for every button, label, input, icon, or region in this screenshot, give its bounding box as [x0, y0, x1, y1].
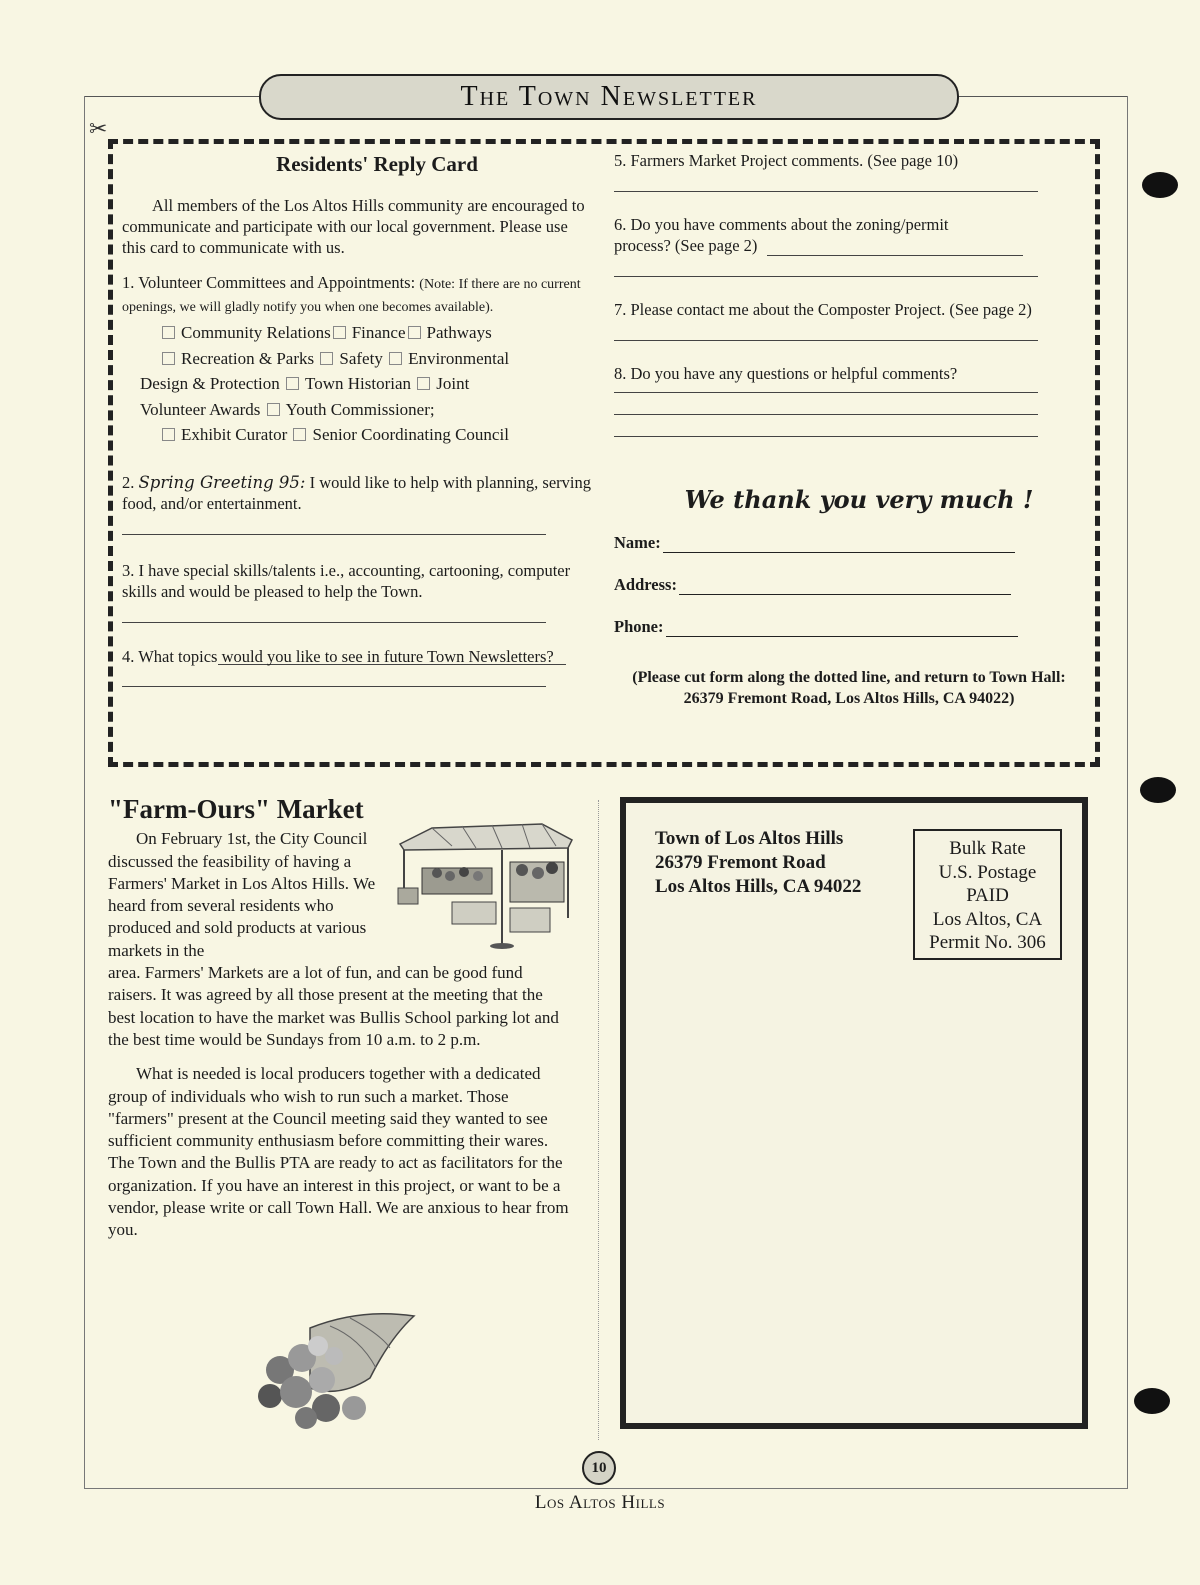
thank-you-message: We thank you very much ! — [684, 485, 1034, 514]
reply-card-intro: All members of the Los Altos Hills community are encouraged to communicate and participate with our local government. Please use this card to communicate with us. — [122, 196, 585, 257]
question-2-text: I would like to help with planning, serving food, and/or entertainment. — [122, 472, 591, 513]
checkbox-label: Recreation & Parks — [181, 348, 315, 368]
checkbox[interactable] — [267, 403, 280, 416]
postage-line: U.S. Postage — [938, 861, 1037, 883]
question-4: 4. What topics would you like to see in future Town Newsletters? — [122, 646, 554, 666]
answer-line[interactable] — [614, 340, 1038, 341]
article-paragraph-2: What is needed is local producers together with a dedicated group of individuals who wish to run such a market. Those "farmers" present at the Council meeting said they wanted to see sufficient community enthusiasm before committing their wares. The Town and the Bullis PTA are ready to act as facilitators for the organization. If you have an interest in this project, or want to be a vendor, please write or call Town Hall. We are anxious to hear from you. — [108, 1064, 569, 1240]
question-6b-row — [614, 235, 1084, 256]
checkbox-label: Senior Coordinating Council — [312, 425, 509, 444]
page-number: 10 — [582, 1451, 616, 1485]
checkbox-label: Volunteer Awards — [140, 399, 261, 419]
answer-line[interactable] — [122, 622, 546, 623]
return-address — [655, 827, 861, 899]
address-label: Address: — [614, 575, 677, 594]
reply-card-left-column — [122, 150, 592, 687]
answer-line[interactable] — [614, 436, 1038, 437]
page-frame-right — [1127, 96, 1128, 1488]
question-1-note: (Note: If there are no current openings, we will gladly notify you when one becomes available). — [122, 277, 581, 315]
checkbox[interactable] — [320, 352, 333, 365]
question-1-text: 1. Volunteer Committees and Appointments: — [122, 273, 416, 292]
checkbox-label: Exhibit Curator — [181, 425, 288, 444]
checkbox-label: Finance — [351, 323, 406, 342]
answer-line[interactable] — [122, 686, 546, 687]
checkbox-label: Joint — [436, 374, 470, 393]
answer-line[interactable] — [614, 276, 1038, 277]
scissors-icon: ✂ — [89, 116, 108, 141]
phone-field[interactable] — [614, 616, 1084, 637]
checkbox[interactable] — [162, 428, 175, 441]
answer-line[interactable] — [767, 255, 1023, 256]
address-line[interactable] — [679, 578, 1011, 595]
article-paragraph-1-wrapped: On February 1st, the City Council discussed the feasibility of having a Farmers' Market in Los Altos Hills. We heard from several residents who produced and sold products at various markets in the — [108, 829, 376, 960]
checkbox-label: Community Relations — [181, 323, 331, 342]
postage-line: Permit No. 306 — [929, 932, 1046, 953]
checkbox[interactable] — [389, 352, 402, 365]
postage-line: Bulk Rate — [949, 838, 1026, 859]
newsletter-title: The Town Newsletter — [259, 74, 959, 120]
question-1 — [122, 272, 592, 318]
question-6a: 6. Do you have comments about the zoning/permit — [614, 215, 949, 234]
article-title: "Farm-Ours" Market — [108, 794, 364, 824]
spring-greeting-script: Spring Greeting 95: — [138, 472, 306, 492]
cornucopia-illustration — [250, 1308, 418, 1432]
postage-line: PAID — [966, 885, 1009, 906]
answer-line[interactable] — [614, 414, 1038, 415]
checkbox-label: Pathways — [426, 323, 492, 342]
reply-card-title: Residents' Reply Card — [276, 152, 478, 176]
phone-line[interactable] — [666, 620, 1018, 637]
checkbox-label: Youth Commissioner; — [285, 399, 435, 419]
checkbox[interactable] — [162, 352, 175, 365]
reply-card-right-column — [614, 150, 1084, 709]
question-6b: process? (See page 2) — [614, 236, 758, 255]
name-line[interactable] — [663, 536, 1015, 553]
question-3: 3. I have special skills/talents i.e., accounting, cartooning, computer skills and would be pleased to help the Town. — [122, 560, 571, 601]
checkbox[interactable] — [293, 428, 306, 441]
address-field[interactable] — [614, 574, 1084, 595]
address-line-2: 26379 Fremont Road — [655, 852, 826, 873]
checkbox[interactable] — [333, 326, 346, 339]
name-field[interactable] — [614, 532, 1084, 553]
name-label: Name: — [614, 533, 661, 552]
checkbox[interactable] — [417, 377, 430, 390]
page-frame-bottom — [84, 1488, 1128, 1489]
binder-hole — [1142, 172, 1178, 198]
question-5: 5. Farmers Market Project comments. (See page 10) — [614, 151, 959, 170]
market-stall-illustration — [392, 818, 578, 950]
postage-indicia — [913, 829, 1062, 960]
page-frame-left — [84, 96, 85, 1488]
question-2 — [122, 472, 592, 514]
checkbox-label: Design & Protection — [140, 374, 280, 393]
question-2-number: 2. — [122, 472, 135, 492]
postage-line: Los Altos, CA — [932, 908, 1043, 930]
checkbox[interactable] — [408, 326, 421, 339]
checkbox[interactable] — [286, 377, 299, 390]
question-7: 7. Please contact me about the Composter Project. (See page 2) — [614, 300, 1032, 319]
address-line-3: Los Altos Hills, CA 94022 — [655, 876, 862, 897]
answer-line[interactable] — [122, 534, 546, 535]
article-paragraph-1-rest: area. Farmers' Markets are a lot of fun, and can be good fund raisers. It was agreed by all those present at the meeting that the best location to have the market was Bullis School parking lot and the best time would be Sundays from 10 a.m. to 2 p.m. — [108, 963, 559, 1049]
answer-line[interactable] — [614, 191, 1038, 192]
return-instructions: (Please cut form along the dotted line, and return to Town Hall: 26379 Fremont Road, Los Altos Hills, CA 94022) — [632, 669, 1066, 707]
column-divider — [598, 800, 599, 1440]
checkbox-label: Town Historian — [305, 374, 412, 393]
footer-town-name: Los Altos Hills — [534, 1492, 666, 1513]
question-8: 8. Do you have any questions or helpful comments? — [614, 364, 958, 383]
phone-label: Phone: — [614, 617, 664, 636]
answer-line[interactable] — [614, 392, 1038, 393]
address-line-1: Town of Los Altos Hills — [655, 828, 844, 849]
binder-hole — [1134, 1388, 1170, 1414]
checkbox-label: Environmental — [408, 348, 510, 368]
checkbox[interactable] — [162, 326, 175, 339]
committee-checklist — [122, 320, 592, 448]
checkbox-label: Safety — [339, 348, 383, 368]
binder-hole — [1140, 777, 1176, 803]
